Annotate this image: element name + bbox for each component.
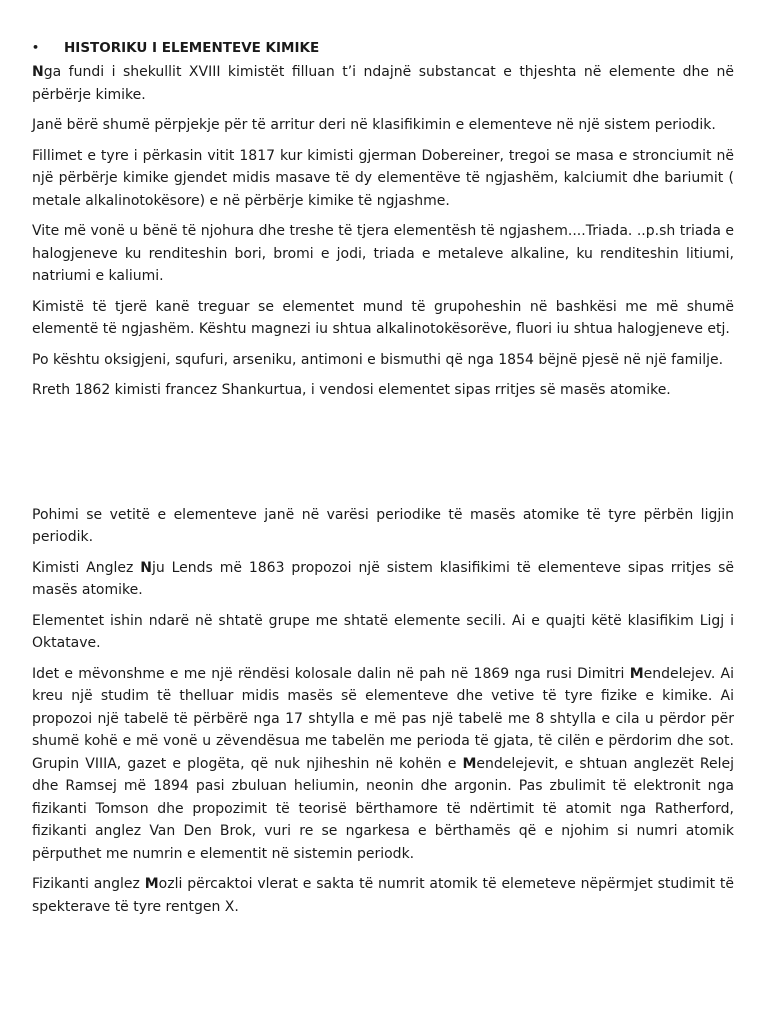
paragraph-12	[32, 873, 734, 918]
bullet-icon: •	[32, 41, 40, 54]
section-heading	[32, 38, 734, 58]
paragraph-11	[32, 663, 734, 866]
paragraph-3: Fillimet e tyre i përkasin vitit 1817 kur kimisti gjerman Dobereiner, tregoi se masa e stronciumit në një përbërje kimike gjendet midis masave të dy elementëve të ngjashëm, kalciumit dhe bariumit ( metale alkalinotokësore) e në përbërje kimike të ngjashme.	[32, 147, 734, 209]
paragraph-12-text-b: ozli përcaktoi vlerat e sakta të numrit atomik të elemeteve nëpërmjet studimit të spekterave të tyre rentgen X.	[32, 876, 735, 915]
paragraph-1-text: ga fundi i shekullit XVIII kimistët filluan t’i ndajnë substancat e thjeshta në elemente dhe në përbërje kimike.	[32, 64, 734, 103]
bold-letter: M	[144, 876, 159, 892]
paragraph-4: Vite më vonë u bënë të njohura dhe treshe të tjera elementësh të ngjashem....Triada. ..p.sh triada e halogjeneve ku renditeshin bori, bromi e jodi, triada e metaleve alkaline, ku renditeshin litiumi, natriumi e kaliumi.	[32, 223, 734, 284]
drop-letter: N	[32, 64, 44, 80]
paragraph-10: Elementet ishin ndarë në shtatë grupe me shtatë elemente secili. Ai e quajti këtë klasifikim Ligj i Oktatave.	[32, 612, 734, 651]
paragraph-9-text-b: ju Lends më 1863 propozoi një sistem klasifikimi të elementeve sipas rritjes së masës atomike.	[32, 559, 734, 598]
paragraph-1	[32, 61, 734, 106]
bold-letter: M	[629, 665, 644, 682]
heading-title: HISTORIKU I ELEMENTEVE KIMIKE	[64, 40, 320, 56]
paragraph-8: Pohimi se vetitë e elementeve janë në varësi periodike të masës atomike të tyre përbën ligjin periodik.	[32, 506, 734, 545]
paragraph-11-text-c: endelejevit, e shtuan anglezët Relej dhe Ramsej më 1894 pasi zbuluan heliumin, neonin dhe argonin. Pas zbulimit të elektronit nga fizikanti Tomson dhe propozimit të teorisë bërthamore të ndërtimit të atomit nga Ratherford, fizikanti anglez Van Den Brok, vuri re se ngarkesa e bërthamës që e njohim si numri atomik përputhet me numrin e elementit në sistemin periodk.	[32, 755, 734, 862]
document-page	[32, 38, 734, 926]
paragraph-9-text-a: Kimisti Anglez	[32, 559, 141, 576]
paragraph-6: Po kështu oksigjeni, squfuri, arseniku, antimoni e bismuthi që nga 1854 bëjnë pjesë në një familje.	[32, 351, 724, 368]
paragraph-5: Kimistë të tjerë kanë treguar se elementet mund të grupoheshin në bashkësi me më shumë elementë të ngjashëm. Kështu magnezi iu shtua alkalinotokësorëve, fluori iu shtua halogjeneve etj.	[32, 298, 734, 337]
paragraph-11-text-a: Idet e mëvonshme e me një rëndësi kolosale dalin në pah në 1869 nga rusi Dimitri	[32, 665, 630, 682]
paragraph-9	[32, 557, 734, 602]
paragraph-12-text-a: Fizikanti anglez	[32, 876, 145, 892]
paragraph-2: Janë bërë shumë përpjekje për të arritur deri në klasifikimin e elementeve në një sistem periodik.	[32, 117, 716, 133]
bold-letter: N	[140, 559, 152, 576]
bold-letter: M	[462, 755, 477, 772]
blank-space	[32, 410, 734, 504]
paragraph-11-text-b: endelejev. Ai kreu një studim të thelluar midis masës së elementeve dhe vetive të tyre fizike e kimike. Ai propozoi një tabelë të përbërë nga 17 shtylla e më pas një tabelë me 8 shtylla e cila u përdor për shumë kohë e më vonë u zëvendësua me tabelën me perioda të gjata, të cilën e përdorim dhe sot. Grupin VIIIA, gazet e plogëta, që nuk njiheshin në kohën e	[32, 665, 735, 772]
paragraph-7: Rreth 1862 kimisti francez Shankurtua, i vendosi elementet sipas rritjes së masës atomike.	[32, 382, 671, 398]
